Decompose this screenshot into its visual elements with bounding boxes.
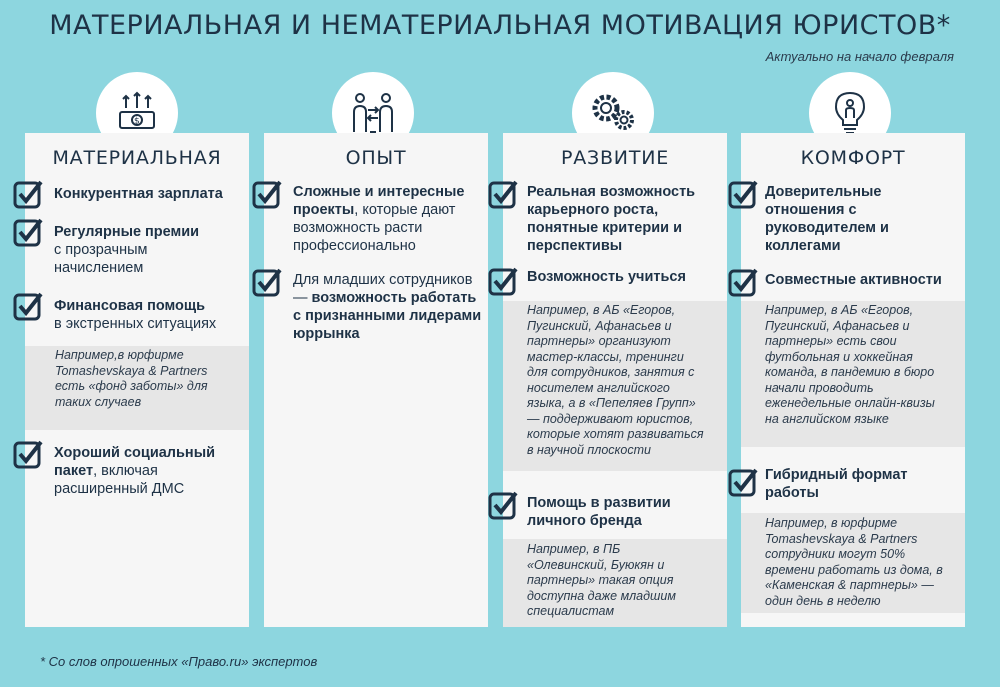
checkbox-checked-icon bbox=[727, 266, 759, 298]
checkbox-checked-icon bbox=[12, 438, 44, 470]
example-note: Например, в АБ «Егоров, Пугинский, Афанасьев и партнеры» есть свои футбольная и хоккейная команда, в пандемию в бюро начали проводить еженедельные онлайн-квизы на английском языке bbox=[741, 301, 965, 447]
checkbox-checked-icon bbox=[251, 178, 283, 210]
example-note: Например, в АБ «Егоров, Пугинский, Афанасьев и партнеры» организуют мастер-классы, тренинги для сотрудников, занятия с носителем английского языка, а в «Пепеляев Групп» — поддерживают юристов, которые хотят развиваться в научной плоскости bbox=[503, 301, 727, 471]
list-item: Регулярные премии с прозрачным начислением bbox=[54, 224, 200, 276]
column-material bbox=[25, 133, 249, 627]
footnote: * Со слов опрошенных «Право.ru» экспертов bbox=[40, 654, 318, 669]
list-item: Хороший социальный пакет, включая расширенный ДМС bbox=[54, 445, 215, 497]
column-title: ОПЫТ bbox=[345, 147, 407, 169]
list-item: Для младших сотрудников — возможность работать с признанными лидерами юррынка bbox=[293, 272, 482, 342]
list-item: Конкурентная зарплата bbox=[54, 186, 223, 202]
column-title: КОМФОРТ bbox=[800, 147, 906, 169]
column-title: МАТЕРИАЛЬНАЯ bbox=[52, 147, 222, 169]
checkbox-checked-icon bbox=[12, 216, 44, 248]
list-item: Реальная возможность карьерного роста, понятные критерии и перспективы bbox=[527, 184, 696, 254]
example-note: Например, в юрфирме Tomashevskaya & Partners сотрудники могут 50% времени работать из дома, в «Каменская & партнеры» — один день в неделю bbox=[741, 513, 965, 613]
column-experience bbox=[264, 133, 488, 627]
list-item: Финансовая помощь в экстренных ситуациях bbox=[54, 298, 217, 332]
list-item: Гибридный формат работы bbox=[765, 467, 908, 501]
checkbox-checked-icon bbox=[487, 489, 519, 521]
checkbox-checked-icon bbox=[12, 178, 44, 210]
checkbox-checked-icon bbox=[251, 266, 283, 298]
list-item: Помощь в развитии личного бренда bbox=[527, 495, 671, 529]
list-item: Совместные активности bbox=[765, 272, 942, 288]
list-item: Сложные и интересные проекты, которые дают возможность расти профессионально bbox=[293, 184, 465, 254]
checkbox-checked-icon bbox=[727, 466, 759, 498]
column-development bbox=[503, 133, 727, 627]
example-note: Например, в ПБ «Олевинский, Буюкян и партнеры» такая опция доступна даже младшим специалистам bbox=[503, 539, 727, 627]
list-item: Доверительные отношения с руководителем и коллегами bbox=[765, 184, 889, 254]
page-subtitle: Актуально на начало февраля bbox=[765, 49, 954, 64]
svg-text:$: $ bbox=[134, 116, 140, 127]
list-item: Возможность учиться bbox=[527, 269, 686, 285]
example-note: Например,в юрфирме Tomashevskaya & Partners есть «фонд заботы» для таких случаев bbox=[25, 346, 249, 430]
checkbox-checked-icon bbox=[487, 178, 519, 210]
checkbox-checked-icon bbox=[12, 290, 44, 322]
column-comfort bbox=[741, 133, 965, 627]
column-title: РАЗВИТИЕ bbox=[560, 147, 670, 169]
checkbox-checked-icon bbox=[487, 265, 519, 297]
page-title: МАТЕРИАЛЬНАЯ И НЕМАТЕРИАЛЬНАЯ МОТИВАЦИЯ ЮРИСТОВ* bbox=[49, 10, 951, 41]
checkbox-checked-icon bbox=[727, 178, 759, 210]
